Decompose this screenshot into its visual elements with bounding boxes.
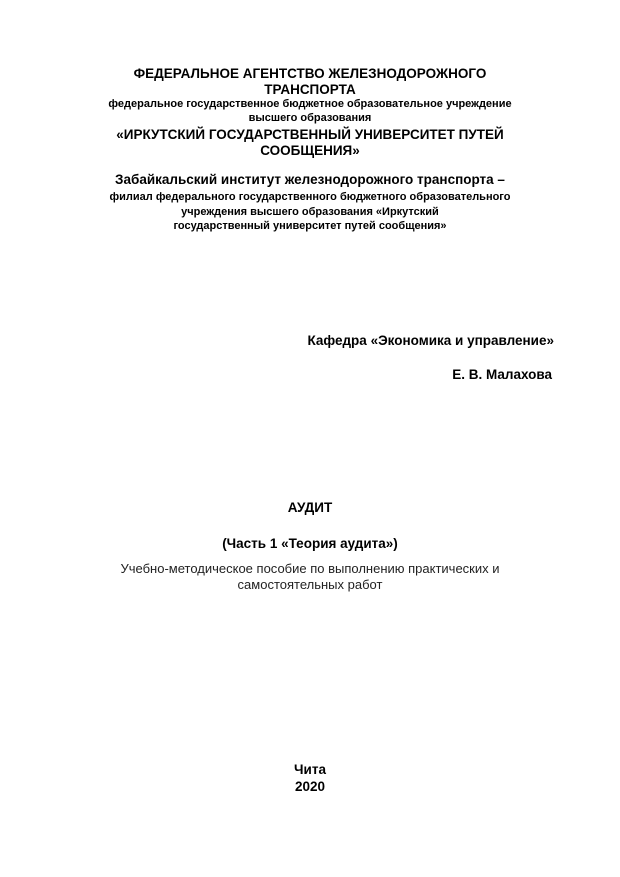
agency-line-2: ТРАНСПОРТА [264, 81, 356, 97]
branch-line-2: учреждения высшего образования «Иркутский [181, 205, 439, 218]
description-line-1: Учебно-методическое пособие по выполнению практических и [120, 561, 500, 576]
publication-city: Чита [294, 762, 326, 777]
branch-description [70, 190, 550, 234]
publication-year: 2020 [294, 779, 326, 794]
branch-line-1: филиал федерального государственного бюджетного образовательного [109, 191, 511, 203]
university-line-2: СООБЩЕНИЯ» [260, 143, 360, 158]
university-name [70, 127, 550, 159]
department-name: Кафедра «Экономика и управление» [307, 333, 554, 348]
document-subtitle: (Часть 1 «Теория аудита») [222, 536, 398, 551]
org-type-line-1: федеральное государственное бюджетное образовательное учреждение [108, 98, 512, 110]
institute-name: Забайкальский институт железнодорожного транспорта – [115, 172, 505, 187]
agency-name [70, 66, 550, 97]
agency-line-1: ФЕДЕРАЛЬНОЕ АГЕНТСТВО ЖЕЛЕЗНОДОРОЖНОГО [133, 66, 487, 81]
org-type-line-2: высшего образования [248, 111, 372, 124]
document-title: АУДИТ [287, 500, 333, 515]
author-name: Е. В. Малахова [452, 367, 552, 382]
organization-type [70, 98, 550, 125]
document-description [70, 561, 550, 592]
university-line-1: «ИРКУТСКИЙ ГОСУДАРСТВЕННЫЙ УНИВЕРСИТЕТ ПУТЕЙ [116, 127, 504, 142]
branch-line-3: государственный университет путей сообщения» [173, 220, 447, 232]
description-line-2: самостоятельных работ [237, 576, 383, 592]
